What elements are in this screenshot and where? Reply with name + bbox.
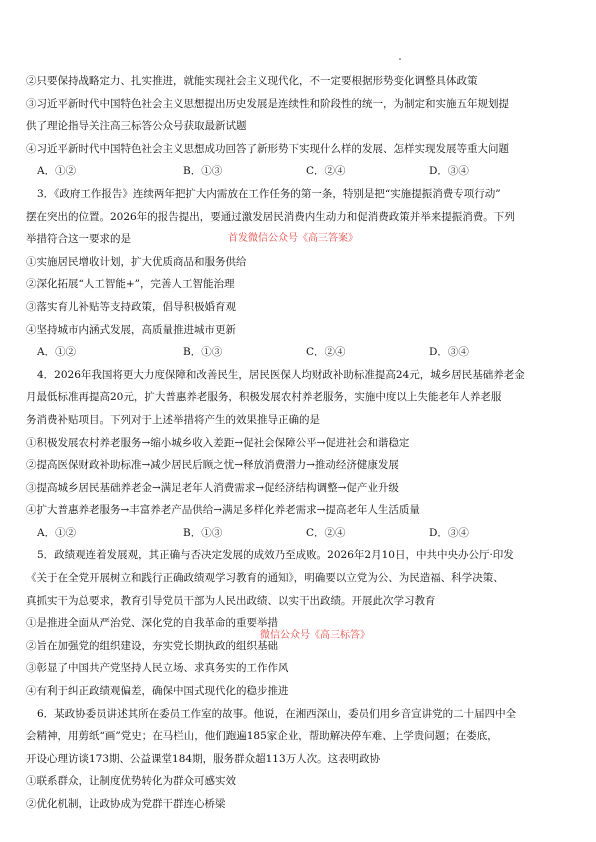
q6-item-2: ②优化机制，让政协成为党群干群连心桥梁 xyxy=(26,798,226,810)
q6-stem-line-2: 会精神，用剪纸“画”党史；在马栏山，他们跑遍185家企业，帮助解决停车难、上学贵问题；在娄底， xyxy=(26,730,498,743)
q2-option-a[interactable]: A．①② xyxy=(37,165,77,178)
q4-option-b[interactable]: B．①③ xyxy=(183,526,223,539)
q4-stem-line-1: 4．2026年我国将更大力度保障和改善民生，居民医保人均财政补助标准提高24元，城乡居民基础养老金 xyxy=(37,368,525,381)
q2-option-b[interactable]: B．①③ xyxy=(183,165,223,178)
q3-option-d[interactable]: D．③④ xyxy=(429,346,469,359)
q4-stem-line-3: 务消费补贴项目。下列对于上述举措将产生的效果推导正确的是 xyxy=(26,413,320,426)
question-2-tail xyxy=(26,70,574,183)
q3-item-3: ③落实育儿补贴等支持政策，倡导积极婚育观 xyxy=(26,300,236,313)
q5-item-4: ④有利于纠正政绩观偏差，确保中国式现代化的稳步推进 xyxy=(26,685,289,698)
q4-option-c[interactable]: C．②④ xyxy=(306,526,346,539)
exam-page xyxy=(26,70,574,816)
q3-stem-line-3: 举措符合这一要求的是 xyxy=(26,233,131,246)
q4-options xyxy=(26,522,574,545)
q5-item-3: ③彰显了中国共产党坚持人民立场、求真务实的工作作风 xyxy=(26,662,289,675)
q2-statement-4: ④习近平新时代中国特色社会主义思想成功回答了新形势下实现什么样的发展、怎样实现发展等重大问题 xyxy=(26,142,509,155)
q6-item-1: ①联系群众，让制度优势转化为群众可感实效 xyxy=(26,775,236,788)
q5-item-2: ②旨在加强党的组织建设，夯实党长期执政的组织基础 xyxy=(26,639,278,652)
q3-item-4: ④坚持城市内涵式发展，高质量推进城市更新 xyxy=(26,323,236,336)
q4-option-d[interactable]: D．③④ xyxy=(429,526,469,539)
q3-option-b[interactable]: B．①③ xyxy=(183,346,223,359)
q4-item-3: ③提高城乡居民基础养老金→满足老年人消费需求→促经济结构调整→促产业升级 xyxy=(26,481,399,494)
watermark-top: 首发微信公众号《高三答案》 xyxy=(228,233,358,244)
q4-item-4: ④扩大普惠养老服务→丰富养老产品供给→满足多样化养老需求→提高老年人生活质量 xyxy=(26,504,420,517)
question-4 xyxy=(26,364,574,545)
watermark-middle: 微信公众号《高三标答》 xyxy=(260,630,370,641)
q4-item-1: ①积极发展农村养老服务→缩小城乡收入差距→促社会保障公平→促进社会和谐稳定 xyxy=(26,436,410,449)
question-5 xyxy=(26,544,574,702)
q4-stem-line-2: 月最低标准再提高20元，扩大普惠养老服务，积极发展农村养老服务，实施中度以上失能老年人养老服 xyxy=(26,391,502,404)
q6-stem-line-3: 开设心理访谈173期、公益课堂184期，服务群众超113万人次。这表明政协 xyxy=(26,752,381,765)
q3-option-a[interactable]: A．①② xyxy=(37,346,77,359)
q3-stem-line-2: 摆在突出的位置。2026年的报告提出，要通过激发居民消费内生动力和促消费政策并举来提振消费。下列 xyxy=(26,210,515,223)
q2-options xyxy=(26,160,574,183)
q5-stem-line-1: 5．政绩观连着发展观，其正确与否决定发展的成效乃至成败。2026年2月10日，中共中央办公厅·印发 xyxy=(37,549,514,562)
q5-item-1: ①是推进全面从严治党、深化党的自我革命的重要举措 xyxy=(26,617,278,630)
q2-statement-2: ②只要保持战略定力、扎实推进，就能实现社会主义现代化，不一定要根据形势变化调整具体政策 xyxy=(26,75,478,87)
q6-stem-line-1: 6．某政协委员讲述其所在委员工作室的故事。他说，在湘西深山，委员们用乡音宣讲党的二十届四中全 xyxy=(37,707,517,720)
question-3 xyxy=(26,183,574,364)
question-6 xyxy=(26,703,574,816)
q2-statement-3: ③习近平新时代中国特色社会主义思想提出历史发展是连续性和阶段性的统一，为制定和实施五年规划提 xyxy=(26,97,509,110)
q3-item-2: ②深化拓展“人工智能+”，完善人工智能治理 xyxy=(26,278,235,291)
q2-statement-3-cont: 供了理论指导关注高三标答公众号获取最新试题 xyxy=(26,120,247,133)
scan-speck xyxy=(399,58,401,60)
q2-option-c[interactable]: C．②④ xyxy=(306,165,346,178)
q3-option-c[interactable]: C．②④ xyxy=(306,346,346,359)
q4-option-a[interactable]: A．①② xyxy=(37,526,77,539)
q3-options xyxy=(26,341,574,364)
q3-stem-line-1: 3．《政府工作报告》连续两年把扩大内需放在工作任务的第一条，特别是把“实施提振消费专项行动” xyxy=(37,187,501,200)
q5-stem-line-2: 《关于在全党开展树立和践行正确政绩观学习教育的通知》，明确要以立党为公、为民造福、科学决策、 xyxy=(26,572,504,585)
q5-stem-line-3: 真抓实干为总要求，教育引导党员干部为人民出政绩、以实干出政绩。开展此次学习教育 xyxy=(26,594,436,607)
q3-item-1: ①实施居民增收计划，扩大优质商品和服务供给 xyxy=(26,255,247,268)
q4-item-2: ②提高医保财政补助标准→减少居民后顾之忧→释放消费潜力→推动经济健康发展 xyxy=(26,459,399,472)
q2-option-d[interactable]: D．③④ xyxy=(429,165,469,178)
